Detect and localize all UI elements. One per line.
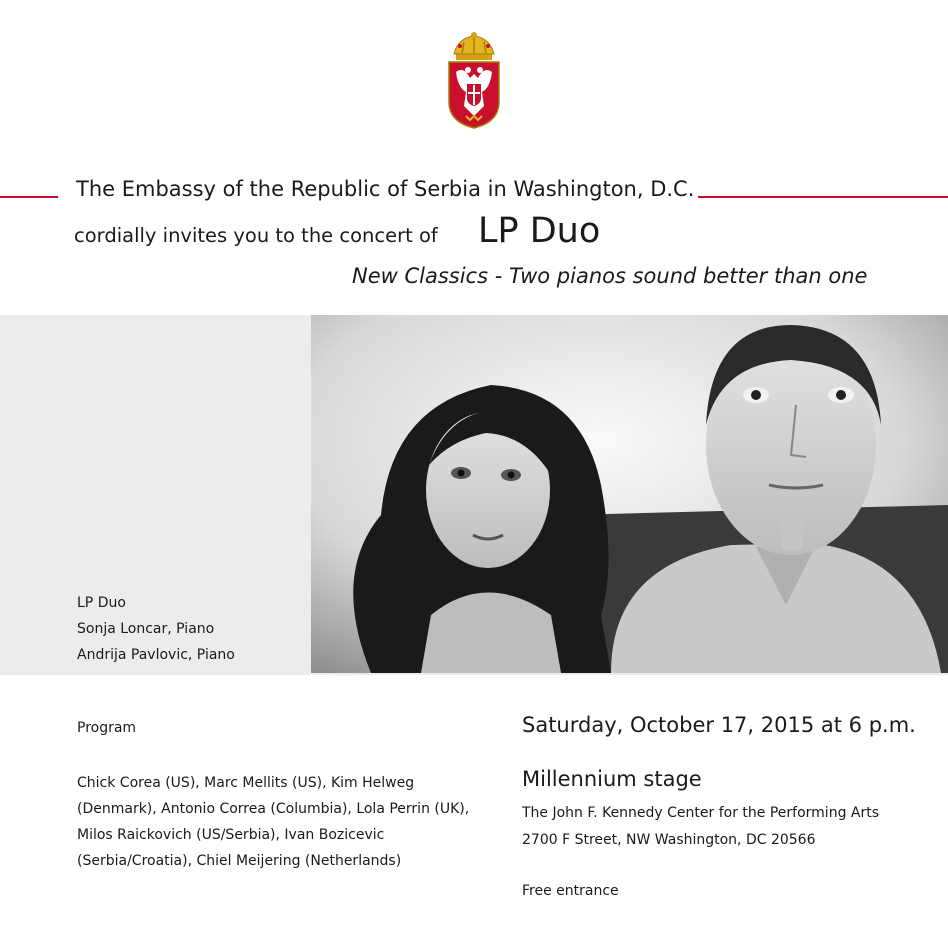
entrance-note: Free entrance [522,883,619,899]
venue-address [522,800,879,854]
venue-line: The John F. Kennedy Center for the Performing Arts [522,805,880,821]
invite-line: cordially invites you to the concert of [74,224,438,247]
program-label: Program [77,720,137,736]
performers-credits [77,590,235,668]
event-date: Saturday, October 17, 2015 at 6 p.m. [522,713,916,737]
credit-line: LP Duo [77,595,126,611]
coat-of-arms-logo [446,32,502,130]
credit-line: Sonja Loncar, Piano [77,621,215,637]
venue-line: 2700 F Street, NW Washington, DC 20566 [522,832,816,848]
header-rule-right [698,196,948,198]
credit-line: Andrija Pavlovic, Piano [77,647,235,663]
header-rule-left [0,196,58,198]
performers-photo [311,315,948,673]
concert-subtitle: New Classics - Two pianos sound better than one [352,264,868,288]
concert-title: LP Duo [478,211,601,251]
event-venue: Millennium stage [522,767,702,791]
program-text: Chick Corea (US), Marc Mellits (US), Kim Helweg (Denmark), Antonio Correa (Columbia), Lola Perrin (UK), Milos Raickovich (US/Serbia), Ivan Bozicevic (Serbia/Croatia), Chiel Meijering (Netherlands) [77,775,470,869]
host-line: The Embassy of the Republic of Serbia in Washington, D.C. [76,177,695,201]
